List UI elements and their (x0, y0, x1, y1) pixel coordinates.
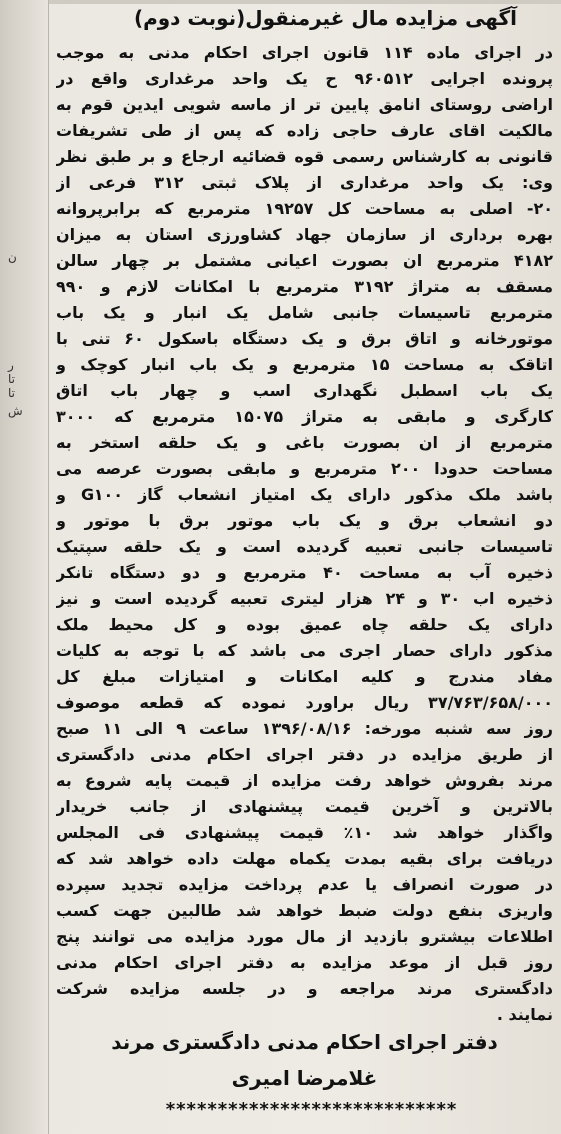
notice-line: روز قبل از موعد مزایده به دفتر اجرای احکام مدنی (56, 953, 553, 972)
notice-line: از طریق مزایده در دفتر اجرای احکام مدنی دادگستری (56, 745, 553, 764)
notice-line: بهره برداری از سازمان جهاد کشاورزی استان به میزان (56, 225, 553, 244)
notice-line: مذکور دارای حصار اجری می باشد که با توجه به کلیات (56, 641, 553, 660)
notice-line: مالکیت اقای عارف حاجی زاده که پس از طی تشریفات (56, 121, 553, 140)
notice-line: بالاترین و آخرین قیمت پیشنهادی از جانب خریدار (56, 797, 553, 816)
notice-line: ۳۷/۷۶۳/۶۵۸/۰۰۰ ریال براورد نموده که قطعه موصوف (56, 693, 553, 712)
notice-body (56, 40, 553, 1028)
notice-line: در اجرای ماده ۱۱۴ قانون اجرای احکام مدنی به موجب (56, 43, 553, 62)
notice-line: دادگستری مرند مراجعه و در جلسه مزایده شرکت (56, 979, 553, 998)
notice-line: موتورخانه و اتاق برق و یک دستگاه باسکول ۶۰ تنی با (56, 329, 553, 348)
adjacent-column-margin (0, 0, 49, 1134)
margin-fragment: ن (8, 250, 17, 264)
notice-line: اتاقک به مساحت ۱۵ مترمربع و یک باب انبار کوچک و (56, 355, 553, 374)
notice-line: روز سه شنبه مورخه: ۱۳۹۶/۰۸/۱۶ ساعت ۹ الی ۱۱ صبح (56, 719, 553, 738)
notice-line: اطلاعات بیشترو بازدید از مال مورد مزایده می توانند پنج (56, 927, 553, 946)
margin-fragment: تا (8, 386, 15, 400)
notice-line: واگذار خواهد شد ۱۰٪ قیمت پیشنهادی فی المجلس (56, 823, 553, 842)
margin-fragment: ش (8, 404, 23, 418)
notice-line: مترمربع تاسیسات جانبی شامل یک انبار و یک باب (56, 303, 553, 322)
notice-line: مسقف به متراژ ۳۱۹۲ مترمربع با امکانات لازم و ۹۹۰ (56, 277, 553, 296)
notice-line: دریافت برای بقیه بمدت یکماه مهلت داده خواهد شد که (56, 849, 553, 868)
notice-line: مفاد مندرج و کلیه امکانات و امتیازات مبلغ کل (56, 667, 553, 686)
notice-line: ۲۰- اصلی به مساحت کل ۱۹۲۵۷ مترمربع که برابرپروانه (56, 199, 553, 218)
notice-line: نمایند . (496, 1005, 553, 1024)
signature-name: غلامرضا امیری (231, 1066, 378, 1090)
notice-line: یک باب اسطبل نگهداری اسب و چهار باب اتاق (56, 381, 553, 400)
notice-line: واریزی بنفع دولت ضبط خواهد شد طالبین جهت کسب (56, 901, 553, 920)
notice-title: آگهی مزایده مال غیرمنقول(نوبت دوم) (133, 6, 517, 30)
notice-line: دو انشعاب برق و یک باب موتور برق با موتور و (56, 511, 553, 530)
auction-notice (52, 0, 557, 1134)
notice-line: اراضی روستای انامق پایین تر از ماسه شویی ایدین قوم به (56, 95, 553, 114)
notice-line: ذخیره آب به مساحت ۴۰ مترمربع و دو دستگاه تانکر (56, 563, 553, 582)
notice-line: پرونده اجرایی ۹۶۰۵۱۲ ح یک واحد مرغداری واقع در (56, 69, 553, 88)
notice-line: مترمربع از ان بصورت باغی و یک حلقه استخر به (56, 433, 553, 452)
notice-line: مساحت حدودا ۲۰۰ مترمربع و مابقی بصورت عرصه می (56, 459, 553, 478)
notice-line: دارای یک حلقه چاه عمیق بوده و کل محیط ملک (56, 615, 553, 634)
margin-fragment: ر (8, 358, 14, 372)
notice-line: باشد ملک مذکور دارای یک امتیاز انشعاب گاز G۱۰۰ و (56, 485, 553, 504)
notice-line: وی: یک واحد مرغداری از پلاک ثبتی ۳۱۲ فرعی از (56, 173, 553, 192)
notice-line: ذخیره اب ۳۰ و ۲۴ هزار لیتری تعبیه گردیده است و نیز (56, 589, 553, 608)
notice-line: تاسیسات جانبی تعبیه گردیده است و یک حلقه سپتیک (56, 537, 553, 556)
notice-line: در صورت انصراف یا عدم پرداخت مزایده تجدید سپرده (56, 875, 553, 894)
notice-line: مرند بفروش خواهد رفت مزایده از قیمت پایه شروع به (56, 771, 553, 790)
signature-office: دفتر اجرای احکام مدنی دادگستری مرند (111, 1030, 498, 1054)
notice-line: قانونی به کارشناس رسمی قوه قضائیه ارجاع و بر طبق نظر (56, 147, 553, 166)
star-divider: **************************** (165, 1099, 458, 1120)
margin-fragment: تا (8, 372, 15, 386)
notice-line: ۴۱۸۲ مترمربع ان بصورت اعیانی مشتمل بر چهار سالن (56, 251, 553, 270)
notice-line: کارگری و مابقی به متراژ ۱۵۰۷۵ مترمربع که ۳۰۰۰ (56, 407, 553, 426)
